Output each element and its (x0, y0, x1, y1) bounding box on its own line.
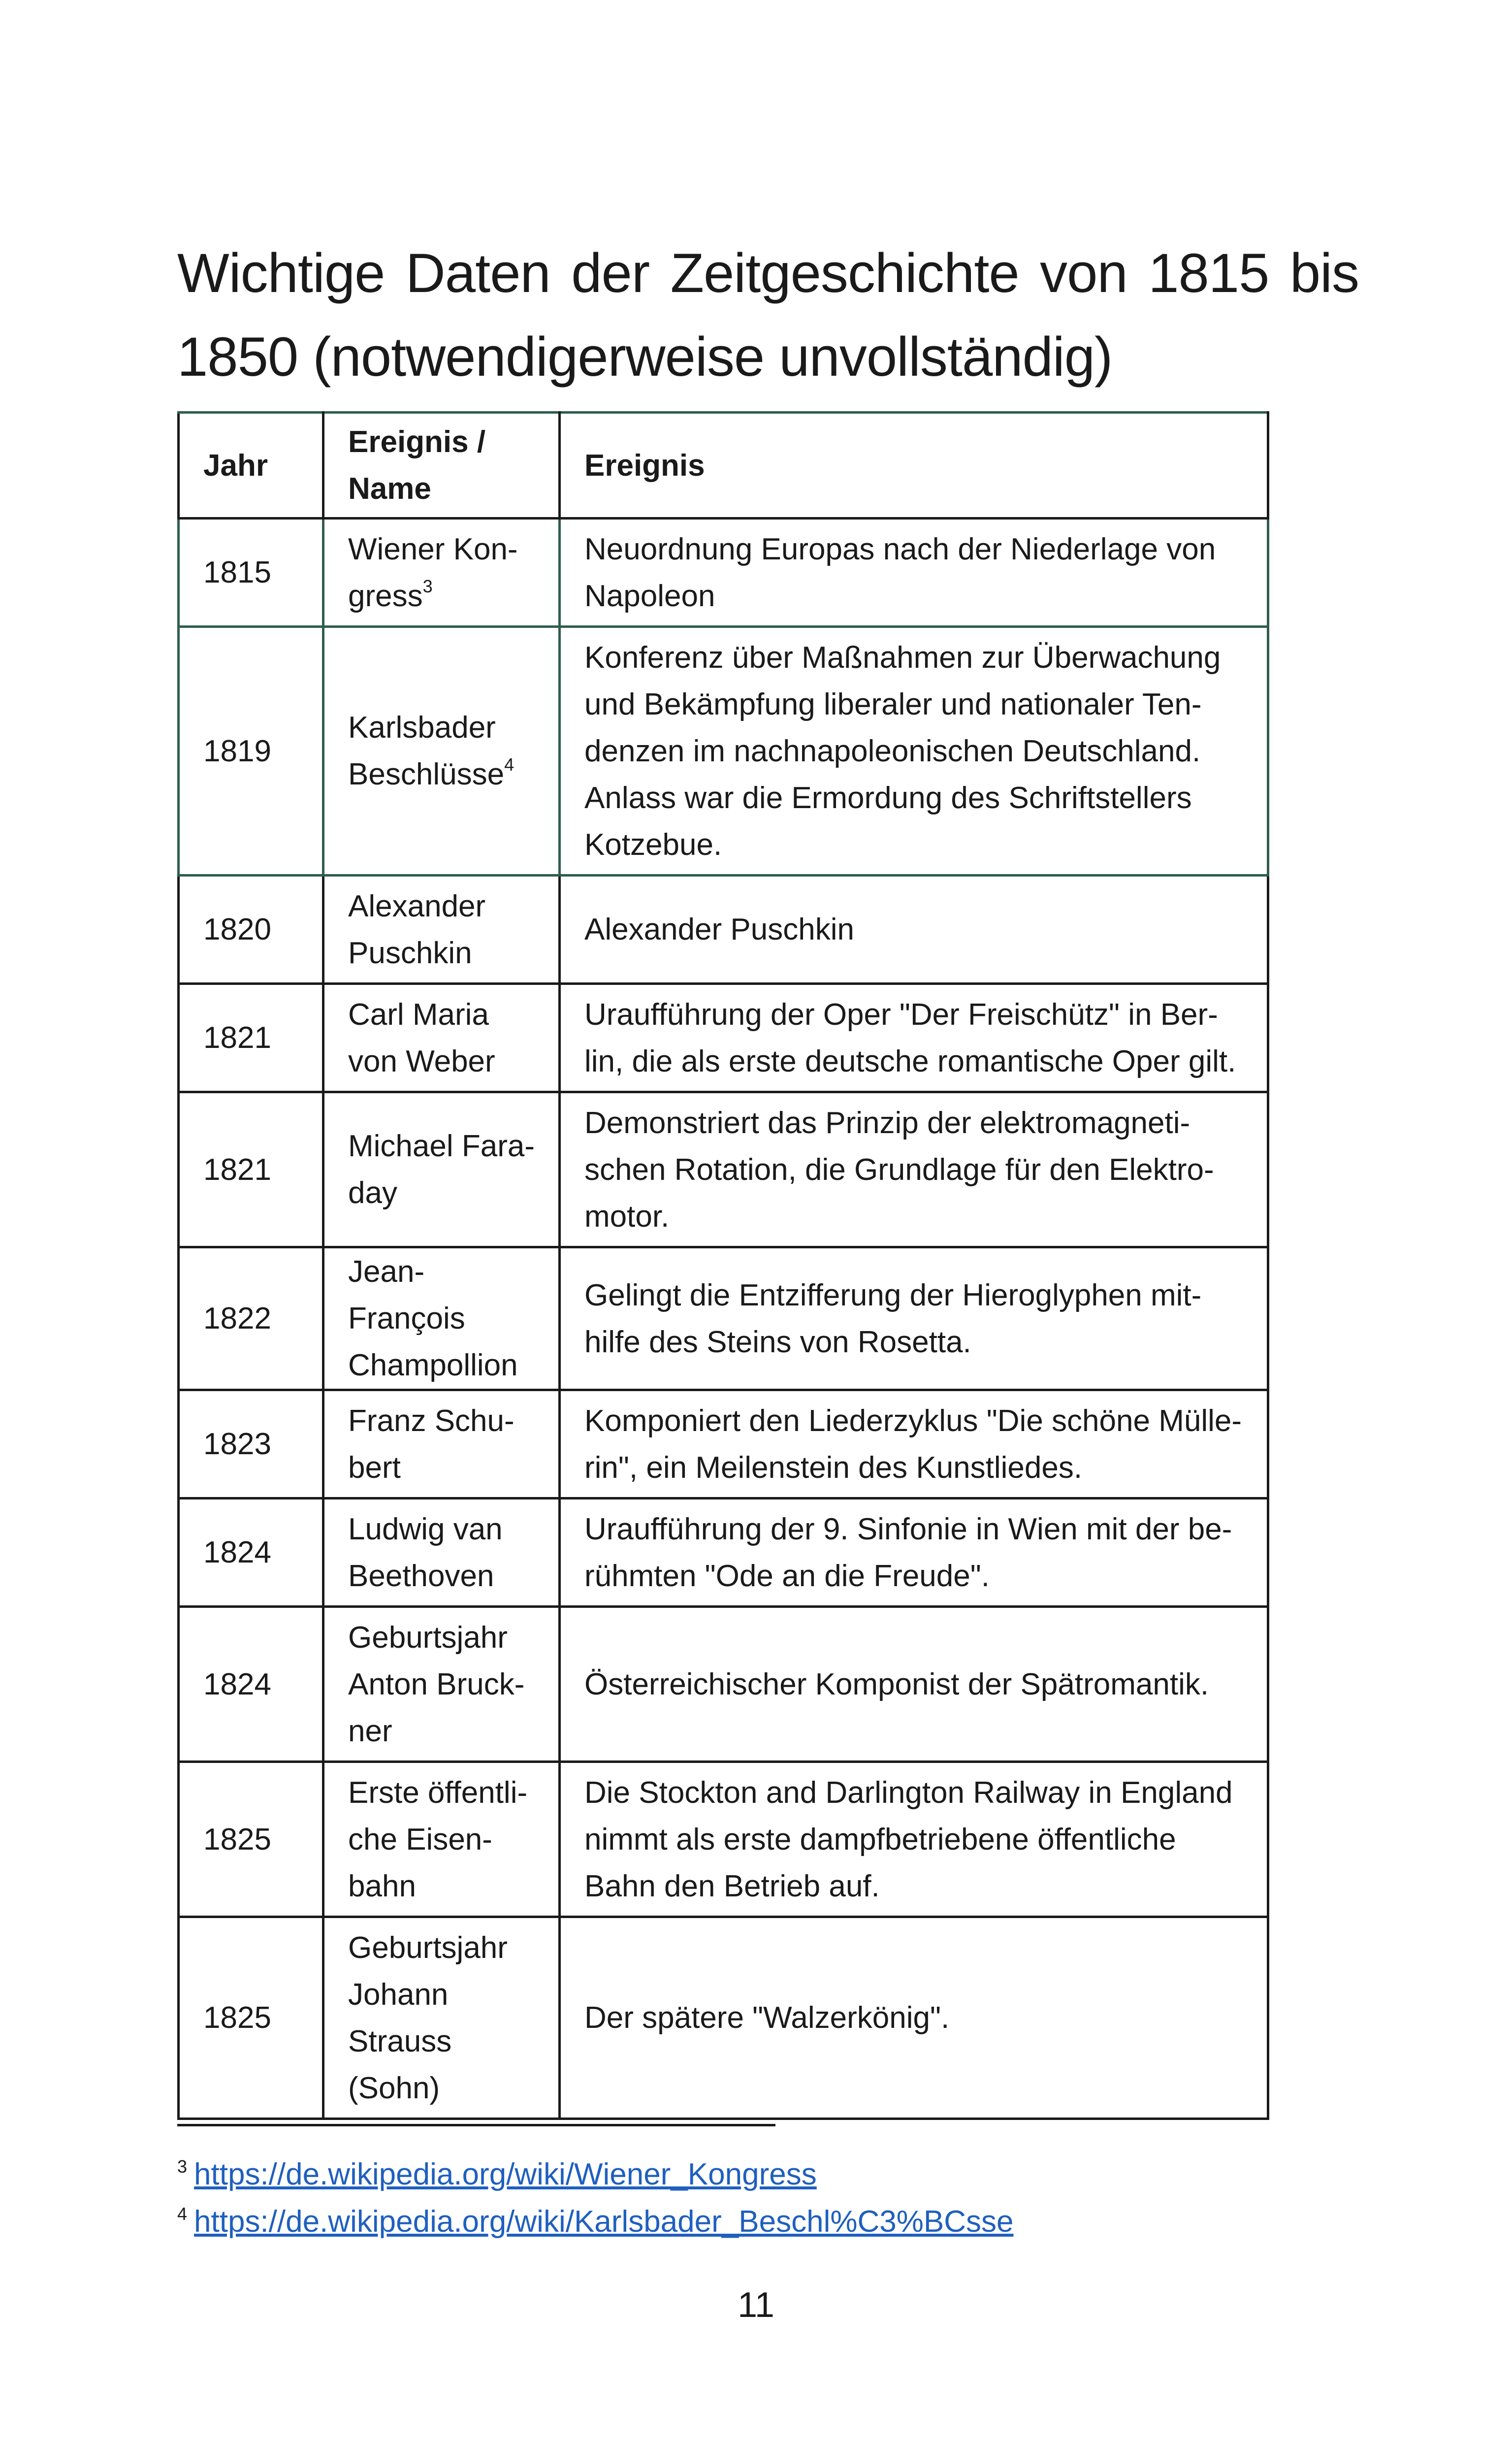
table-row (179, 519, 1268, 627)
row-event: Gelingt die Entzifferung der Hieroglyphen mit-hilfe des Steins von Rosetta. (560, 1247, 1268, 1390)
row-name: Michael Fara-day (323, 1092, 560, 1247)
page-number: 11 (738, 2285, 774, 2325)
footnote-ref[interactable]: 3 (422, 576, 433, 596)
footnote-number: 4 (177, 2204, 188, 2224)
row-year: 1825 (179, 1917, 323, 2119)
footnote-link-karlsbader-beschluesse[interactable]: https://de.wikipedia.org/wiki/Karlsbader_Beschl%C3%BCsse (194, 2205, 1014, 2239)
table-row (179, 1607, 1268, 1762)
row-event: Demonstriert das Prinzip der elektromagneti-schen Rotation, die Grundlage für den Elektro-motor. (560, 1092, 1268, 1247)
row-year: 1820 (179, 876, 323, 984)
row-year: 1823 (179, 1390, 323, 1498)
row-name: Alexander Puschkin (323, 876, 560, 984)
row-year: 1815 (179, 519, 323, 627)
table-row (179, 1092, 1268, 1247)
row-name: Geburtsjahr Johann Strauss (Sohn) (323, 1917, 560, 2119)
header-name-line1: Ereignis / (348, 425, 486, 459)
row-year: 1821 (179, 1092, 323, 1247)
row-event: Konferenz über Maßnahmen zur Überwachung und Bekämpfung liberaler und nationaler Ten-denzen im nachnapoleonischen Deutschland. Anlass war die Ermordung des Schriftstellers Kotzebue. (560, 627, 1268, 876)
row-event: Neuordnung Europas nach der Niederlage von Napoleon (560, 519, 1268, 627)
row-event: Uraufführung der Oper "Der Freischütz" in Ber-lin, die als erste deutsche romantische Oper gilt. (560, 984, 1268, 1092)
table-row (179, 1917, 1268, 2119)
row-event: Uraufführung der 9. Sinfonie in Wien mit der be-rühmten "Ode an die Freude". (560, 1498, 1268, 1607)
table-row (179, 876, 1268, 984)
table-row (179, 1498, 1268, 1607)
row-name: Jean-François Champollion (323, 1247, 560, 1390)
row-year: 1821 (179, 984, 323, 1092)
events-table (177, 411, 1269, 2120)
row-year: 1822 (179, 1247, 323, 1390)
row-event: Der spätere "Walzerkönig". (560, 1917, 1268, 2119)
table-row (179, 1390, 1268, 1498)
row-event: Die Stockton and Darlington Railway in England nimmt als erste dampfbetriebene öffentliche Bahn den Betrieb auf. (560, 1762, 1268, 1917)
row-name-text: Wiener Kon-gress (348, 532, 518, 613)
table-header-row (179, 413, 1268, 519)
footnote-ref[interactable]: 4 (504, 754, 515, 775)
row-year: 1824 (179, 1607, 323, 1762)
row-name-text: Karlsbader Beschlüsse (348, 711, 505, 791)
header-name-line2: Name (348, 472, 431, 506)
header-event: Ereignis (560, 413, 1268, 519)
page-title: Wichtige Daten der Zeitgeschichte von 1815 bis 1850 (notwendigerweise unvollständig) (177, 242, 1359, 388)
footnote-divider (177, 2124, 775, 2126)
row-name: Geburtsjahr Anton Bruck-ner (323, 1607, 560, 1762)
table-row (179, 1247, 1268, 1390)
footnote-4 (177, 2194, 1013, 2242)
footnote-number: 3 (177, 2156, 188, 2177)
footnotes (177, 2147, 1013, 2242)
row-year: 1824 (179, 1498, 323, 1607)
row-name: Franz Schu-bert (323, 1390, 560, 1498)
table-row (179, 984, 1268, 1092)
row-year: 1825 (179, 1762, 323, 1917)
table-row (179, 627, 1268, 876)
row-year: 1819 (179, 627, 323, 876)
row-name (323, 519, 560, 627)
row-name: Erste öffentli-che Eisen-bahn (323, 1762, 560, 1917)
row-event: Österreichischer Komponist der Spätromantik. (560, 1607, 1268, 1762)
footnote-3 (177, 2147, 1013, 2194)
row-name (323, 627, 560, 876)
row-event: Alexander Puschkin (560, 876, 1268, 984)
row-name: Ludwig van Beethoven (323, 1498, 560, 1607)
row-event: Komponiert den Liederzyklus "Die schöne Mülle-rin", ein Meilenstein des Kunstliedes. (560, 1390, 1268, 1498)
footnote-link-wiener-kongress[interactable]: https://de.wikipedia.org/wiki/Wiener_Kongress (194, 2157, 817, 2191)
table-row (179, 1762, 1268, 1917)
header-year: Jahr (179, 413, 323, 519)
row-name: Carl Maria von Weber (323, 984, 560, 1092)
header-name (323, 413, 560, 519)
